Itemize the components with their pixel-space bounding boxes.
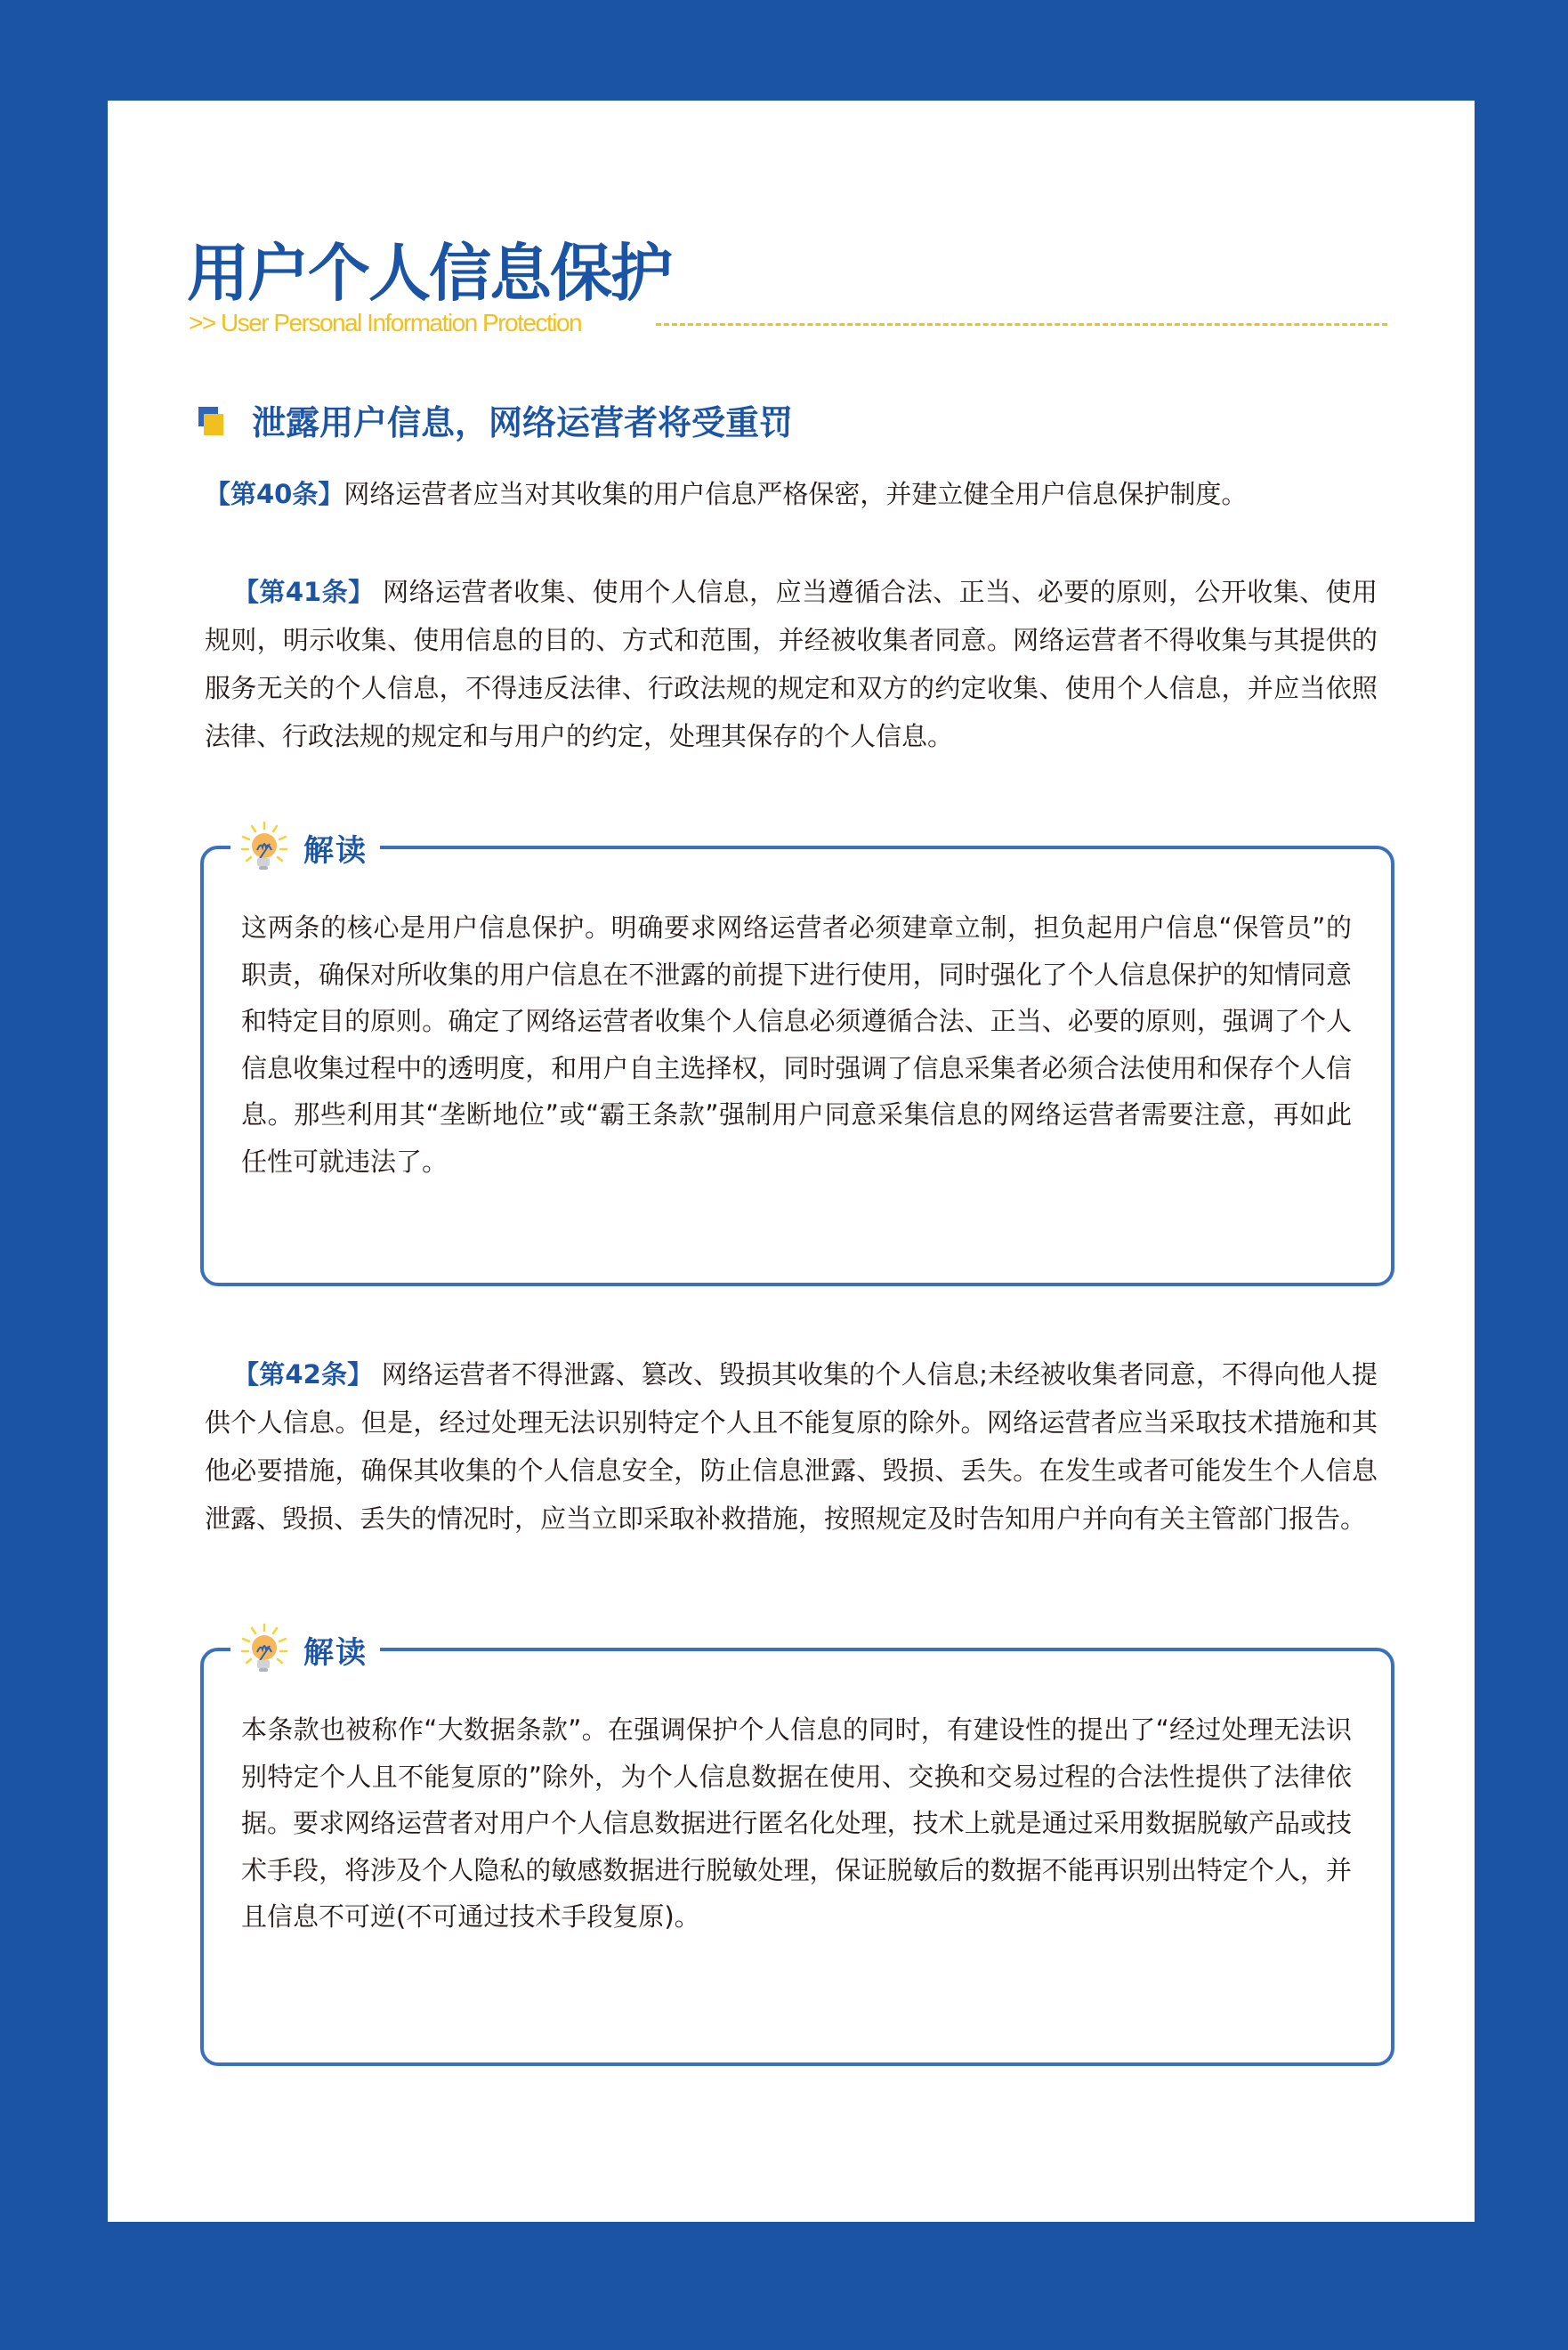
interpretation-label: 解读 <box>303 1634 368 1671</box>
article-text: 网络运营者不得泄露、篡改、毁损其收集的个人信息;未经被收集者同意，不得向他人提供个人信息。但是，经过处理无法识别特定个人且不能复原的除外。网络运营者应当采取技术措施和其他必要措施，确保其收集的个人信息安全，防止信息泄露、毁损、丢失。在发生或者可能发生个人信息泄露、毁损、丢失的情况时，应当立即采取补救措施，按照规定及时告知用户并向有关主管部门报告。 <box>205 1359 1378 1534</box>
article-42 <box>205 1350 1378 1543</box>
article-tag: 【第41条】 <box>233 577 375 607</box>
interpretation-box <box>200 1634 1394 2066</box>
page-subtitle: >> User Personal Information Protection <box>189 309 582 336</box>
interpretation-text: 这两条的核心是用户信息保护。明确要求网络运营者必须建章立制，担负起用户信息“保管员”的职责，确保对所收集的用户信息在不泄露的前提下进行使用，同时强化了个人信息保护的知情同意和特定目的原则。确定了网络运营者收集个人信息必须遵循合法、正当、必要的原则，强调了个人信息收集过程中的透明度，和用户自主选择权，同时强调了信息采集者必须合法使用和保存个人信息。那些利用其“垄断地位”或“霸王条款”强制用户同意采集信息的网络运营者需要注意，再如此任性可就违法了。 <box>241 912 1352 1177</box>
section-heading: 泄露用户信息，网络运营者将受重罚 <box>252 403 794 442</box>
interpretation-box <box>200 832 1394 1286</box>
lightbulb-icon <box>239 1623 289 1676</box>
interpretation-header <box>230 1621 380 1678</box>
article-tag: 【第40条】 <box>205 479 344 509</box>
interpretation-text: 本条款也被称作“大数据条款”。在强调保护个人信息的同时，有建设性的提出了“经过处理无法识别特定个人且不能复原的”除外，为个人信息数据在使用、交换和交易过程的合法性提供了法律依据。要求网络运营者对用户个人信息数据进行匿名化处理，技术上就是通过采用数据脱敏产品或技术手段，将涉及个人隐私的敏感数据进行脱敏处理，保证脱敏后的数据不能再识别出特定个人，并且信息不可逆(不可通过技术手段复原)。 <box>241 1714 1352 1932</box>
article-tag: 【第42条】 <box>233 1359 374 1390</box>
article-41 <box>205 568 1378 760</box>
lightbulb-icon <box>239 821 289 874</box>
interpretation-header <box>230 819 380 876</box>
title-dashed-divider <box>656 323 1387 326</box>
article-text: 网络运营者应当对其收集的用户信息严格保密，并建立健全用户信息保护制度。 <box>344 479 1248 509</box>
article-40 <box>205 470 1378 518</box>
interpretation-label: 解读 <box>303 832 368 869</box>
article-text: 网络运营者收集、使用个人信息，应当遵循合法、正当、必要的原则，公开收集、使用规则，明示收集、使用信息的目的、方式和范围，并经被收集者同意。网络运营者不得收集与其提供的服务无关的个人信息，不得违反法律、行政法规的规定和双方的约定收集、使用个人信息，并应当依照法律、行政法规的规定和与用户的约定，处理其保存的个人信息。 <box>205 577 1378 751</box>
page-title: 用户个人信息保护 <box>187 237 671 310</box>
square-marker-icon <box>198 407 225 436</box>
